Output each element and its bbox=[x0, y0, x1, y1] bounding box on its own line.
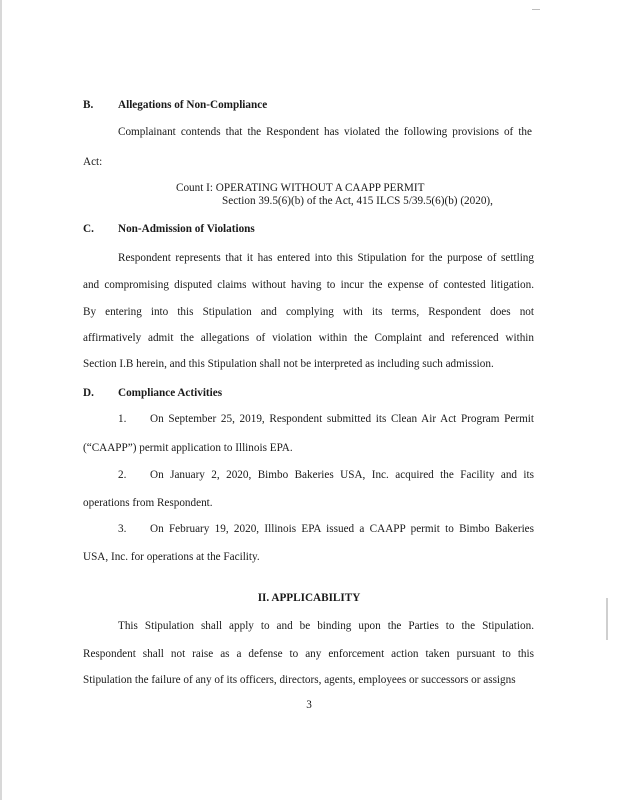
list-item-text: On September 25, 2019, Respondent submitted its Clean Air Act Program Permit bbox=[150, 413, 534, 425]
section-c-paragraph-line: Respondent represents that it has entered into this Stipulation for the purpose of settling bbox=[118, 252, 534, 264]
list-item-number: 3. bbox=[118, 523, 127, 535]
section-b-letter: B. bbox=[83, 99, 94, 111]
scan-mark bbox=[532, 9, 540, 10]
list-item-number: 1. bbox=[118, 413, 127, 425]
section-c-heading: Non-Admission of Violations bbox=[118, 223, 255, 235]
page-number: 3 bbox=[306, 699, 312, 711]
list-item-text: On February 19, 2020, Illinois EPA issued a CAAPP permit to Bimbo Bakeries bbox=[150, 523, 534, 535]
list-item-number: 2. bbox=[118, 469, 127, 481]
section-ii-paragraph-line: Respondent shall not raise as a defense to any enforcement action taken pursuant to this bbox=[83, 648, 534, 660]
list-item-text: (“CAAPP”) permit application to Illinois EPA. bbox=[83, 442, 293, 454]
section-ii-paragraph-line: This Stipulation shall apply to and be binding upon the Parties to the Stipulation. bbox=[118, 620, 534, 632]
section-d-heading: Compliance Activities bbox=[118, 387, 223, 399]
section-c-letter: C. bbox=[83, 223, 94, 235]
section-c-paragraph-line: affirmatively admit the allegations of violation within the Complaint and referenced within bbox=[83, 332, 534, 344]
count-title: Count I: OPERATING WITHOUT A CAAPP PERMIT bbox=[176, 182, 425, 194]
section-c-paragraph-line: and compromising disputed claims without having to incur the expense of contested litigation. bbox=[83, 279, 534, 291]
section-c-paragraph-line: Section I.B herein, and this Stipulation shall not be interpreted as including such admission. bbox=[83, 358, 494, 370]
section-d-letter: D. bbox=[83, 387, 94, 399]
section-c-paragraph-line: By entering into this Stipulation and complying with its terms, Respondent does not bbox=[83, 306, 534, 318]
section-b-paragraph-line: Complainant contends that the Respondent has violated the following provisions of the bbox=[118, 126, 532, 138]
section-b-heading: Allegations of Non-Compliance bbox=[118, 99, 268, 111]
section-b-paragraph-line: Act: bbox=[83, 156, 103, 168]
count-citation: Section 39.5(6)(b) of the Act, 415 ILCS 5/39.5(6)(b) (2020), bbox=[222, 195, 493, 207]
list-item-text: USA, Inc. for operations at the Facility. bbox=[83, 551, 260, 563]
section-ii-heading: II. APPLICABILITY bbox=[257, 592, 361, 604]
list-item-text: operations from Respondent. bbox=[83, 497, 213, 509]
list-item-text: On January 2, 2020, Bimbo Bakeries USA, Inc. acquired the Facility and its bbox=[150, 469, 534, 481]
section-ii-paragraph-line: Stipulation the failure of any of its officers, directors, agents, employees or successors or assigns bbox=[83, 674, 516, 686]
